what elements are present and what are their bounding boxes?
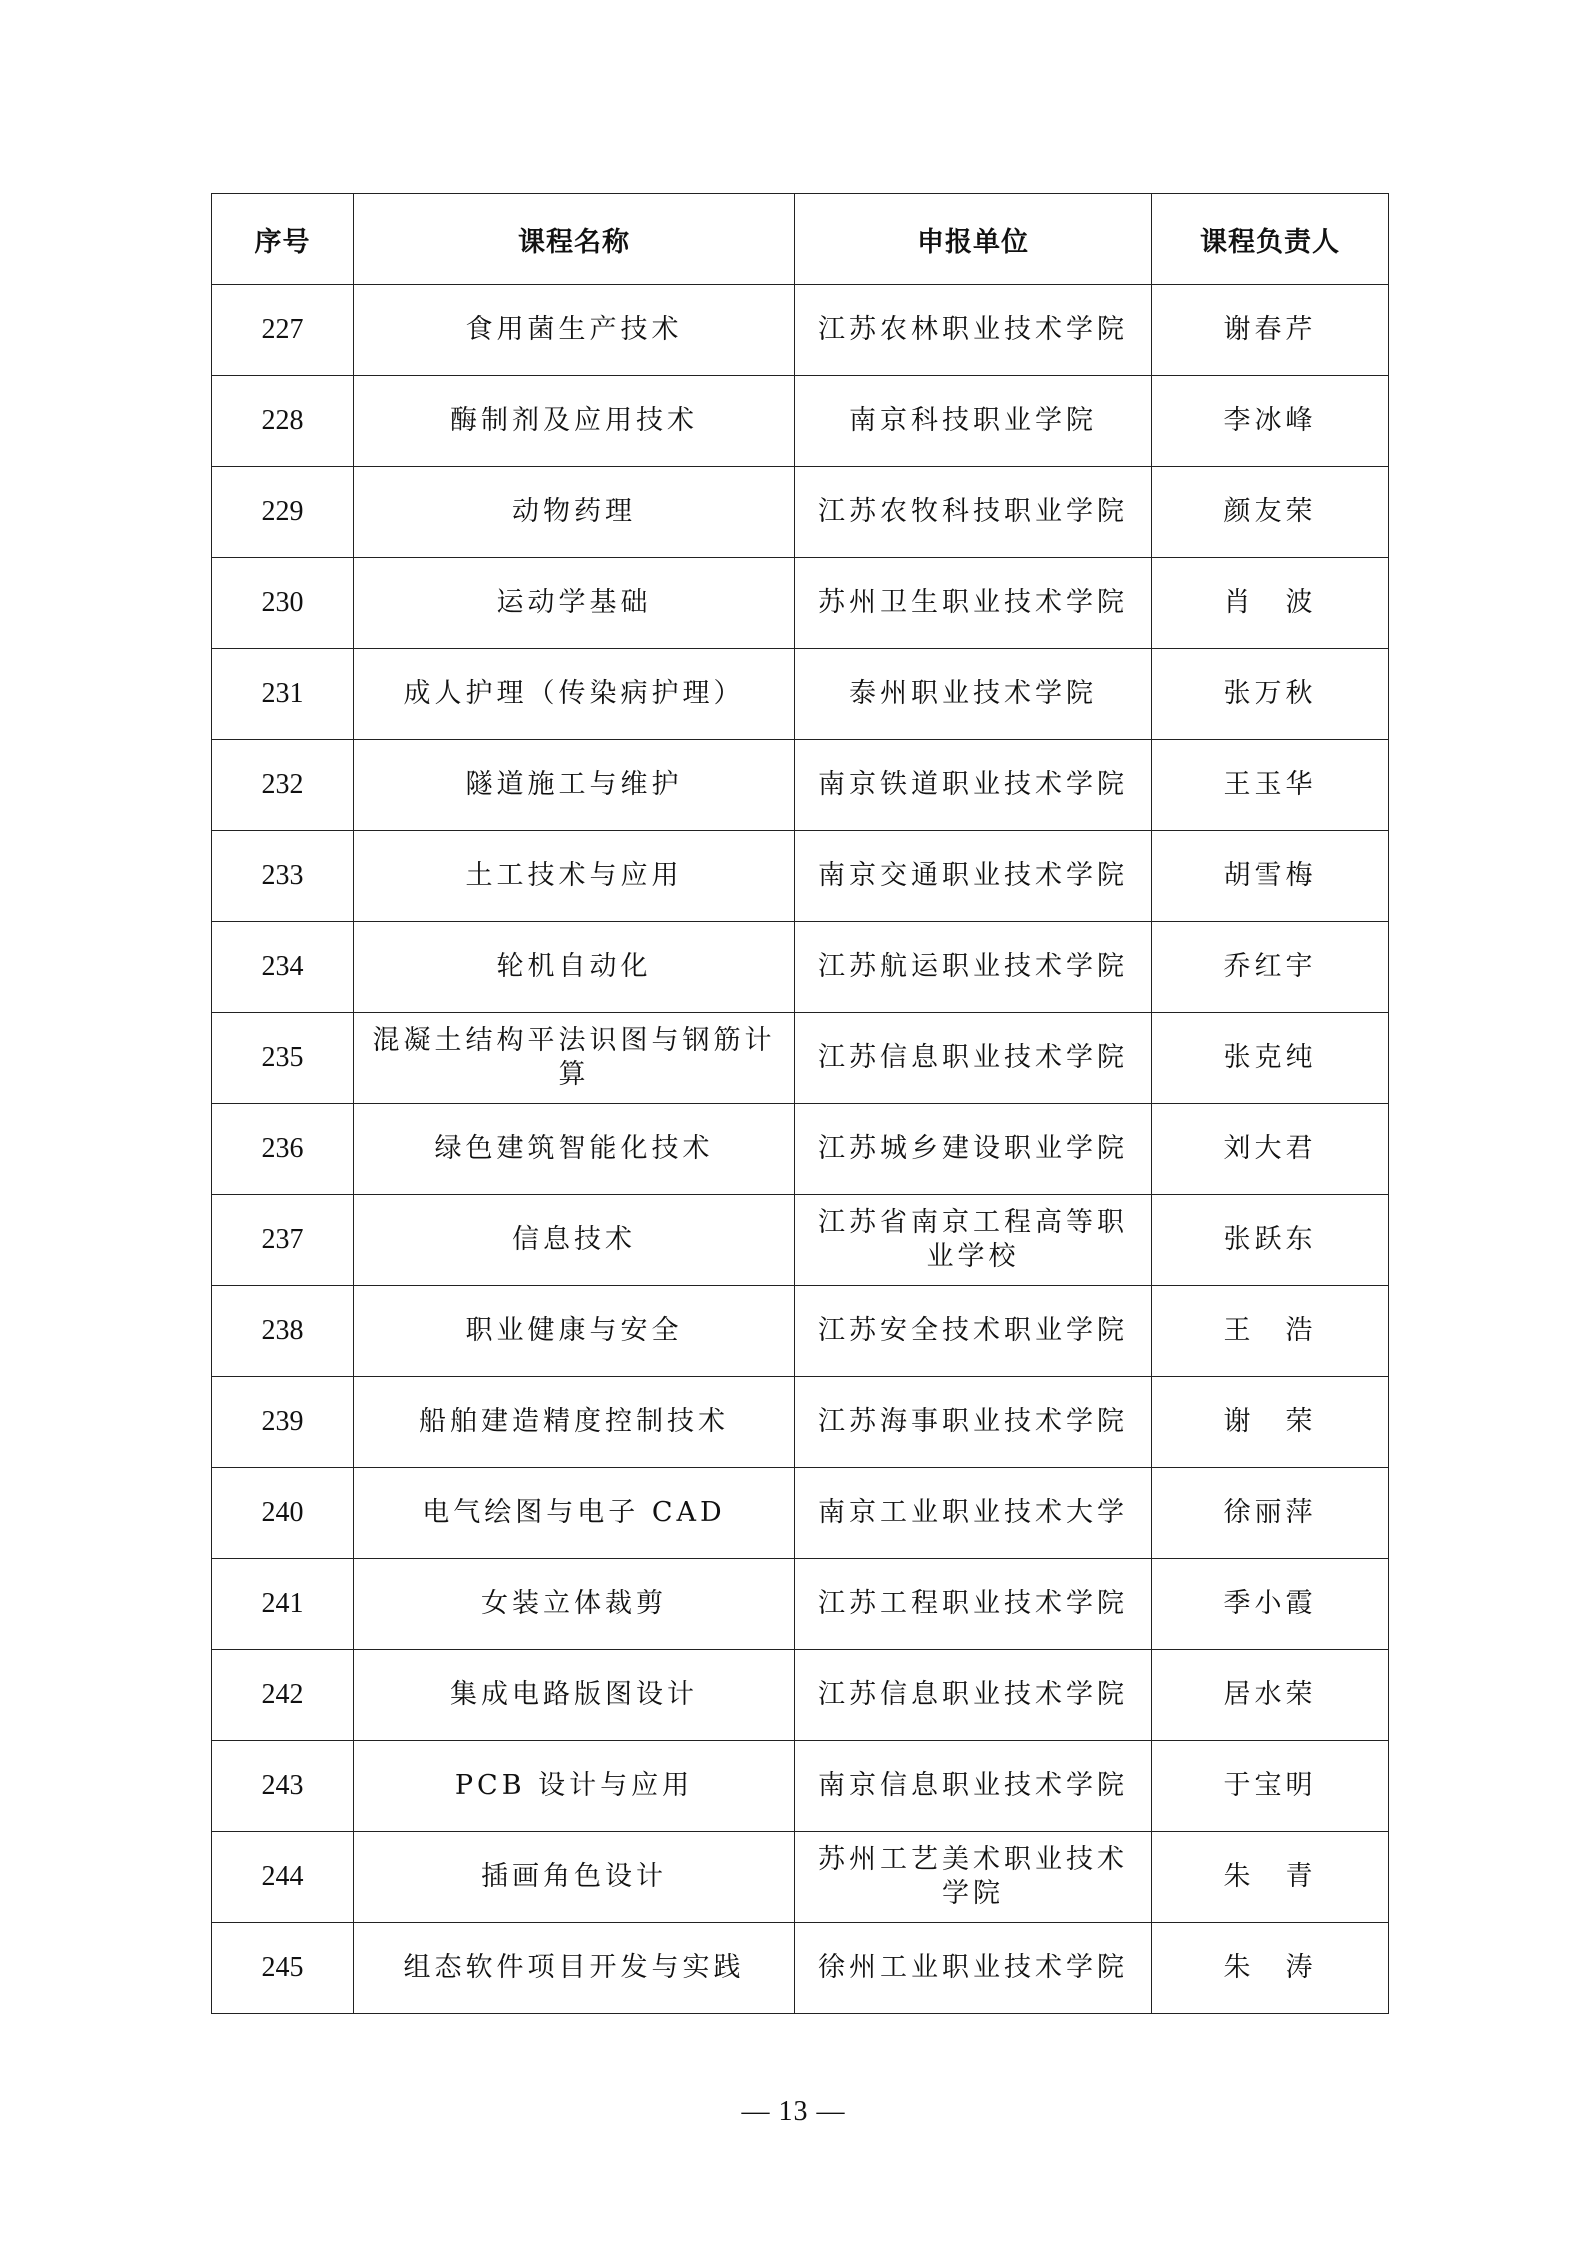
course-name-cell: 土工技术与应用 xyxy=(354,831,795,922)
course-name-cell: 插画角色设计 xyxy=(354,1832,795,1923)
course-leader-cell: 张万秋 xyxy=(1152,649,1389,740)
course-leader-cell: 张克纯 xyxy=(1152,1013,1389,1104)
serial-number-cell: 244 xyxy=(212,1832,354,1923)
serial-number-cell: 245 xyxy=(212,1923,354,2014)
course-leader-cell: 胡雪梅 xyxy=(1152,831,1389,922)
header-applying-unit: 申报单位 xyxy=(795,194,1152,285)
table-row xyxy=(212,831,1389,922)
course-leader-cell: 张跃东 xyxy=(1152,1195,1389,1286)
serial-number-cell: 234 xyxy=(212,922,354,1013)
course-leader-cell: 徐丽萍 xyxy=(1152,1468,1389,1559)
serial-number-cell: 242 xyxy=(212,1650,354,1741)
course-leader-cell: 王 浩 xyxy=(1152,1286,1389,1377)
course-leader-cell: 居水荣 xyxy=(1152,1650,1389,1741)
course-name-cell: PCB 设计与应用 xyxy=(354,1741,795,1832)
course-name-cell: 女装立体裁剪 xyxy=(354,1559,795,1650)
table-row xyxy=(212,467,1389,558)
applying-unit-cell: 南京工业职业技术大学 xyxy=(795,1468,1152,1559)
header-course-name: 课程名称 xyxy=(354,194,795,285)
course-name-cell: 绿色建筑智能化技术 xyxy=(354,1104,795,1195)
course-name-cell: 运动学基础 xyxy=(354,558,795,649)
table-row xyxy=(212,1013,1389,1104)
applying-unit-cell: 苏州卫生职业技术学院 xyxy=(795,558,1152,649)
page-number: — 13 — xyxy=(741,2096,846,2127)
applying-unit-cell: 泰州职业技术学院 xyxy=(795,649,1152,740)
table-row xyxy=(212,922,1389,1013)
applying-unit-cell: 南京交通职业技术学院 xyxy=(795,831,1152,922)
serial-number-cell: 237 xyxy=(212,1195,354,1286)
applying-unit-cell: 南京科技职业学院 xyxy=(795,376,1152,467)
course-leader-cell: 谢春芹 xyxy=(1152,285,1389,376)
table-row xyxy=(212,558,1389,649)
course-name-cell: 隧道施工与维护 xyxy=(354,740,795,831)
applying-unit-cell: 江苏海事职业技术学院 xyxy=(795,1377,1152,1468)
applying-unit-cell: 南京铁道职业技术学院 xyxy=(795,740,1152,831)
serial-number-cell: 238 xyxy=(212,1286,354,1377)
course-name-cell: 酶制剂及应用技术 xyxy=(354,376,795,467)
course-name-cell: 食用菌生产技术 xyxy=(354,285,795,376)
table-row xyxy=(212,376,1389,467)
table-row xyxy=(212,740,1389,831)
table-row xyxy=(212,1377,1389,1468)
course-leader-cell: 谢 荣 xyxy=(1152,1377,1389,1468)
course-name-cell: 集成电路版图设计 xyxy=(354,1650,795,1741)
table-row xyxy=(212,1650,1389,1741)
applying-unit-cell: 南京信息职业技术学院 xyxy=(795,1741,1152,1832)
course-name-cell: 成人护理（传染病护理） xyxy=(354,649,795,740)
course-leader-cell: 李冰峰 xyxy=(1152,376,1389,467)
table-row xyxy=(212,1104,1389,1195)
table-body xyxy=(212,285,1389,2014)
serial-number-cell: 239 xyxy=(212,1377,354,1468)
course-name-cell: 组态软件项目开发与实践 xyxy=(354,1923,795,2014)
table-row xyxy=(212,1559,1389,1650)
table-row xyxy=(212,1195,1389,1286)
course-name-cell: 电气绘图与电子 CAD xyxy=(354,1468,795,1559)
applying-unit-cell: 江苏省南京工程高等职业学校 xyxy=(795,1195,1152,1286)
serial-number-cell: 229 xyxy=(212,467,354,558)
applying-unit-cell: 江苏农林职业技术学院 xyxy=(795,285,1152,376)
applying-unit-cell: 江苏航运职业技术学院 xyxy=(795,922,1152,1013)
course-leader-cell: 朱 涛 xyxy=(1152,1923,1389,2014)
course-name-cell: 动物药理 xyxy=(354,467,795,558)
table-row xyxy=(212,1923,1389,2014)
applying-unit-cell: 江苏工程职业技术学院 xyxy=(795,1559,1152,1650)
table-header-row xyxy=(212,194,1389,285)
serial-number-cell: 232 xyxy=(212,740,354,831)
applying-unit-cell: 江苏信息职业技术学院 xyxy=(795,1650,1152,1741)
course-leader-cell: 刘大君 xyxy=(1152,1104,1389,1195)
table-row xyxy=(212,1286,1389,1377)
serial-number-cell: 228 xyxy=(212,376,354,467)
table-row xyxy=(212,649,1389,740)
course-leader-cell: 季小霞 xyxy=(1152,1559,1389,1650)
course-leader-cell: 肖 波 xyxy=(1152,558,1389,649)
serial-number-cell: 227 xyxy=(212,285,354,376)
course-leader-cell: 乔红宇 xyxy=(1152,922,1389,1013)
header-course-leader: 课程负责人 xyxy=(1152,194,1389,285)
table-row xyxy=(212,1468,1389,1559)
serial-number-cell: 231 xyxy=(212,649,354,740)
table-row xyxy=(212,1741,1389,1832)
applying-unit-cell: 江苏安全技术职业学院 xyxy=(795,1286,1152,1377)
course-name-cell: 船舶建造精度控制技术 xyxy=(354,1377,795,1468)
course-leader-cell: 于宝明 xyxy=(1152,1741,1389,1832)
serial-number-cell: 233 xyxy=(212,831,354,922)
serial-number-cell: 240 xyxy=(212,1468,354,1559)
serial-number-cell: 241 xyxy=(212,1559,354,1650)
serial-number-cell: 235 xyxy=(212,1013,354,1104)
applying-unit-cell: 江苏城乡建设职业学院 xyxy=(795,1104,1152,1195)
applying-unit-cell: 徐州工业职业技术学院 xyxy=(795,1923,1152,2014)
serial-number-cell: 236 xyxy=(212,1104,354,1195)
course-name-cell: 职业健康与安全 xyxy=(354,1286,795,1377)
table-row xyxy=(212,1832,1389,1923)
serial-number-cell: 230 xyxy=(212,558,354,649)
course-leader-cell: 王玉华 xyxy=(1152,740,1389,831)
header-serial-number: 序号 xyxy=(212,194,354,285)
course-leader-cell: 颜友荣 xyxy=(1152,467,1389,558)
applying-unit-cell: 江苏农牧科技职业学院 xyxy=(795,467,1152,558)
course-name-cell: 信息技术 xyxy=(354,1195,795,1286)
course-name-cell: 混凝土结构平法识图与钢筋计算 xyxy=(354,1013,795,1104)
course-table xyxy=(211,193,1389,2014)
course-leader-cell: 朱 青 xyxy=(1152,1832,1389,1923)
table-row xyxy=(212,285,1389,376)
course-name-cell: 轮机自动化 xyxy=(354,922,795,1013)
serial-number-cell: 243 xyxy=(212,1741,354,1832)
applying-unit-cell: 苏州工艺美术职业技术学院 xyxy=(795,1832,1152,1923)
applying-unit-cell: 江苏信息职业技术学院 xyxy=(795,1013,1152,1104)
